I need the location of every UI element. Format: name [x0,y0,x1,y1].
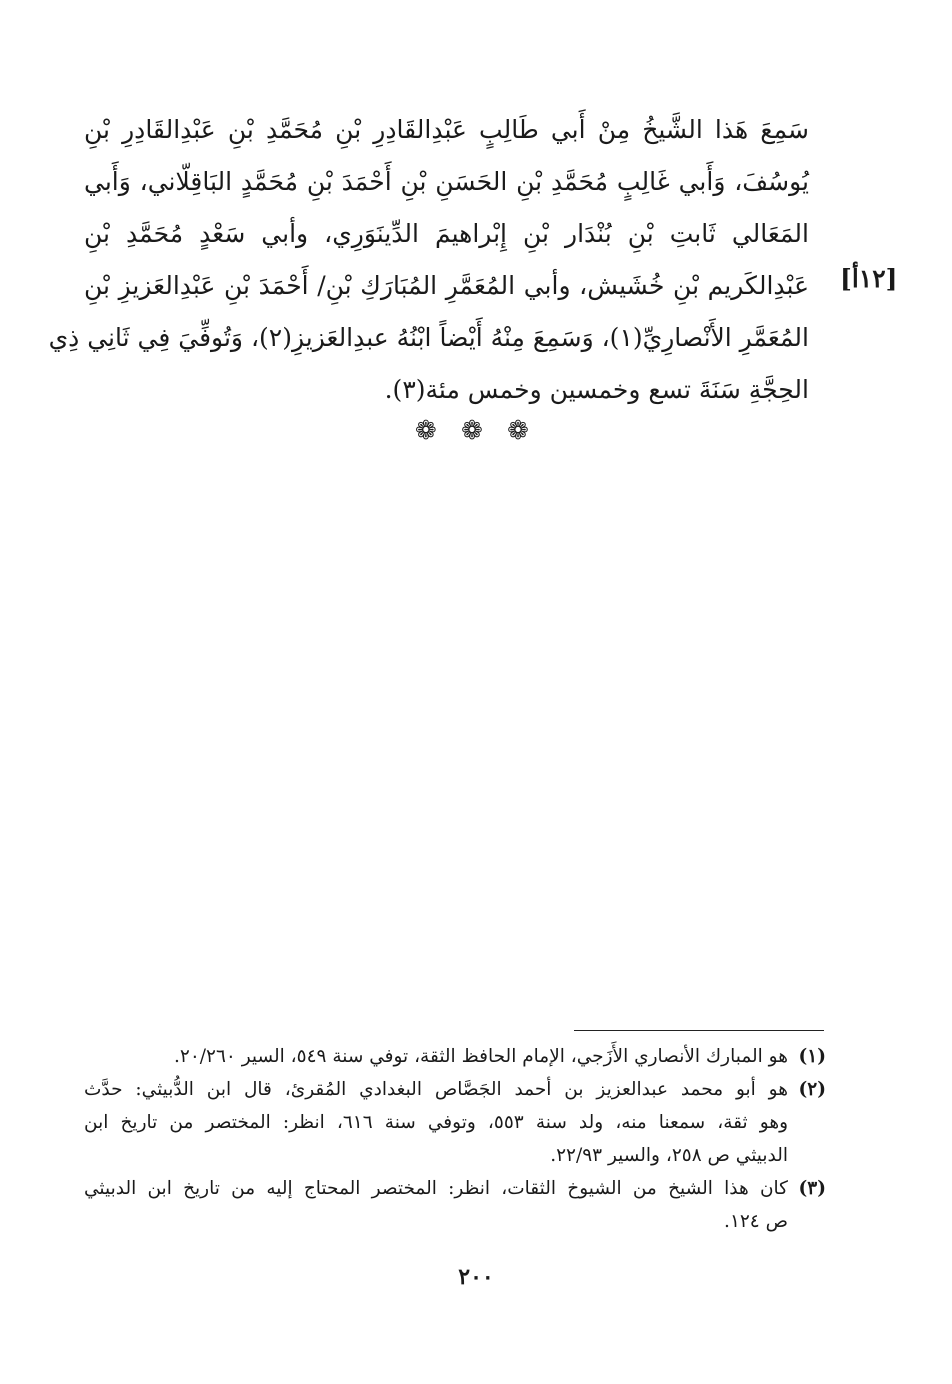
footnote-line: هو أبو محمد عبدالعزيز بن أحمد الجَصَّاص البغدادي المُقرئ، قال ابن الدُّبيثي: حدَّث [84,1079,788,1100]
footnote-number: (٣) [798,1178,826,1199]
footnote-1 [84,1040,826,1073]
section-ornament-icon: ❁ ❁ ❁ [415,416,537,446]
footnote-2 [84,1073,826,1172]
main-text-line: الحِجَّةِ سَنَةَ تسع وخمسين وخمس مئة(٣). [384,375,809,404]
footnote-line: الدبيثي ص ٢٥٨، والسير ٢٢/٩٣. [550,1145,788,1166]
main-text-line: المُعَمَّرِ الأَنْصارِيِّ(١)، وَسَمِعَ مِنْهُ أَيْضاً ابْنُهُ عبدِالعَزيزِ(٢)، وَتُوفِّيَ فِي ثَانِي ذِي [48,323,809,352]
footnote-body [84,1073,788,1172]
main-text-line: يُوسُفَ، وَأَبي غَالِبٍ مُحَمَّدِ بْنِ الحَسَنِ بْنِ أَحْمَدَ بْنِ مُحَمَّدٍ البَاقِلّاني، وَأَبي [84,167,809,196]
footnote-body [84,1040,788,1073]
manuscript-folio-marker: [١٢أ] [840,264,898,293]
page-number: ٢٠٠ [458,1264,494,1290]
main-text-line: المَعَالي ثَابتِ بْنِ بُنْدَار بْنِ إِبْراهيمَ الدِّينَوَرِي، وأبي سَعْدٍ مُحَمَّدِ بْنِ [84,219,809,248]
footnote-number: (١) [798,1046,826,1067]
footnote-number: (٢) [798,1079,826,1100]
footnote-line: كان هذا الشيخ من الشيوخ الثقات، انظر: المختصر المحتاج إليه من تاريخ ابن الدبيثي [84,1178,788,1199]
footnote-line: وهو ثقة، سمعنا منه، ولد سنة ٥٥٣، وتوفي سنة ٦١٦، انظر: المختصر من تاريخ ابن [84,1112,789,1133]
footnote-line: هو المبارك الأنصاري الأَزَجي، الإمام الحافظ الثقة، توفي سنة ٥٤٩، السير ٢٠/٢٦٠. [174,1046,788,1067]
footnote-line: ص ١٢٤. [724,1211,788,1232]
footnote-body [84,1172,788,1238]
footnotes-block [84,1040,826,1238]
main-text-block [48,104,809,416]
footnote-3 [84,1172,826,1238]
main-text-line: سَمِعَ هَذا الشَّيخُ مِنْ أَبي طَالِبٍ عَبْدِالقَادِرِ بْنِ مُحَمَّدِ بْنِ عَبْدِالقَادِرِ بْنِ [84,115,809,144]
footnote-divider [574,1030,824,1031]
main-text-line: عَبْدِالكَريم بْنِ خُشَيش، وأبي المُعَمَّرِ المُبَارَكِ بْنِ/ أَحْمَدَ بْنِ عَبْدِالعَزيزِ بْنِ [84,271,809,300]
